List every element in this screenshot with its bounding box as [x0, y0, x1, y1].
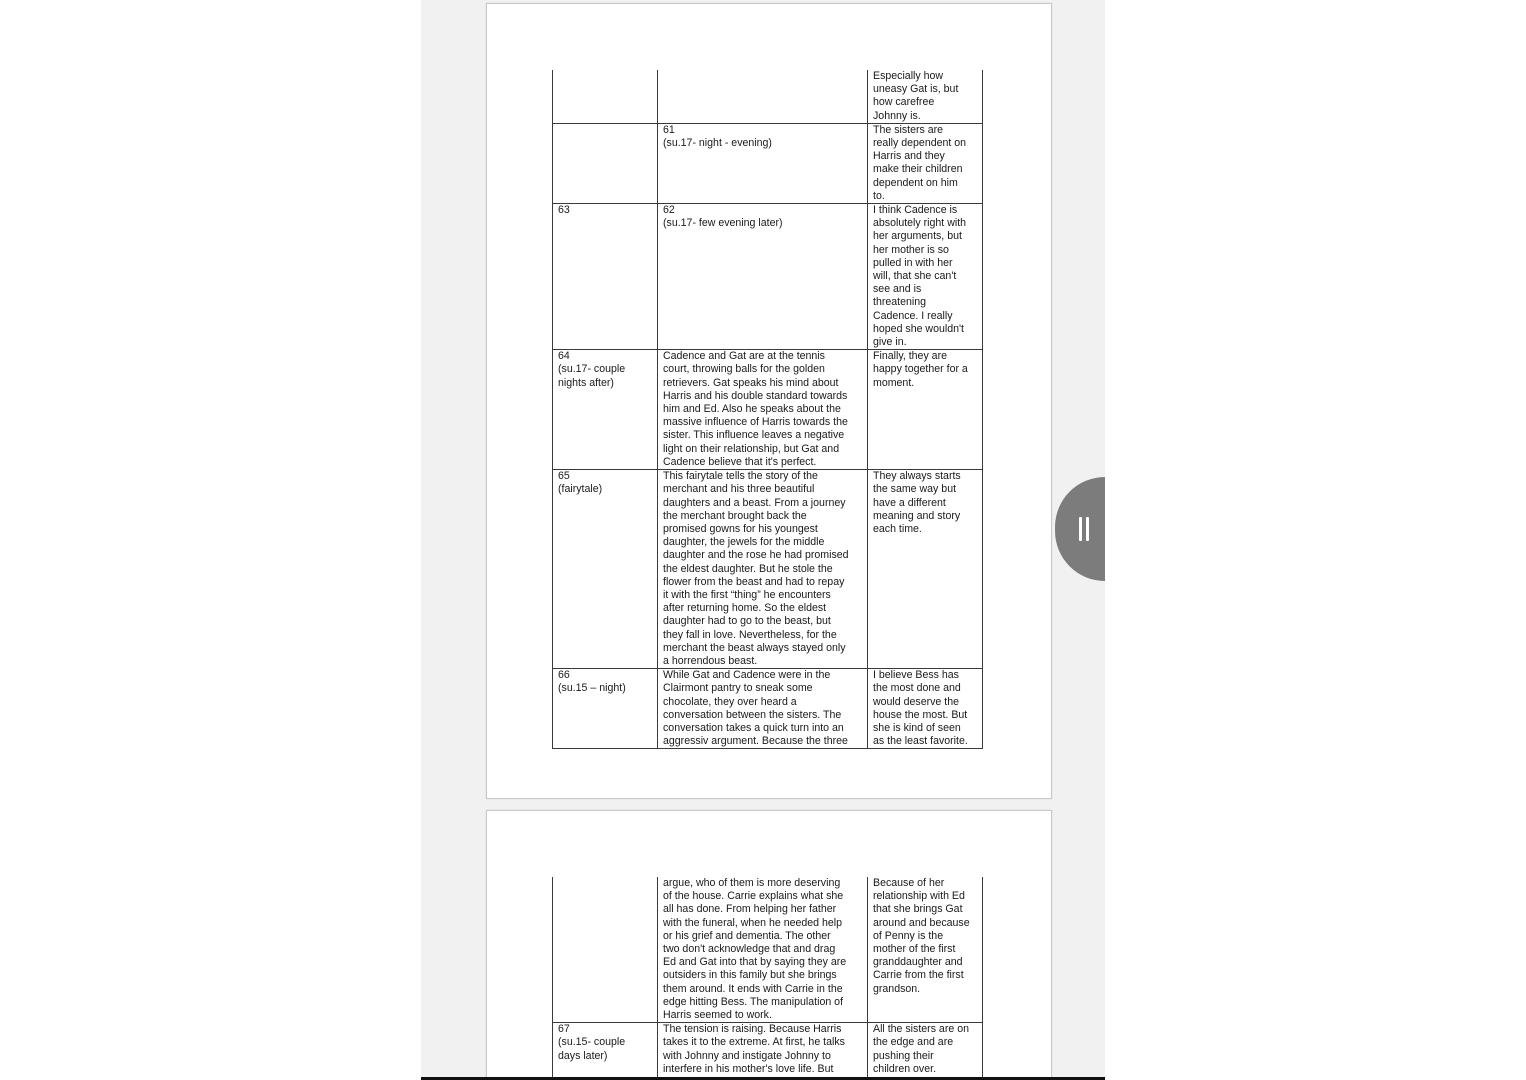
chapter-cell	[553, 877, 658, 1023]
chapter-cell: 63	[553, 204, 658, 350]
summary-cell: The tension is raising. Because Harris takes it to the extreme. At first, he talks with Johnny and instigate Johnny to interfere in his mother's love life. But	[658, 1023, 868, 1080]
reflection-cell: I think Cadence is absolutely right with her arguments, but her mother is so pulled in with her will, that she can't see and is threatening Cadence. I really hoped she wouldn't give in.	[868, 204, 983, 350]
summary-cell: 62 (su.17- few evening later)	[658, 204, 868, 350]
reading-log-table	[552, 877, 983, 1080]
table-row	[553, 204, 983, 350]
pause-grip-icon	[1079, 517, 1082, 541]
table-row	[553, 669, 983, 749]
chapter-cell: 65 (fairytale)	[553, 470, 658, 669]
table-row	[553, 123, 983, 203]
table-row	[553, 877, 983, 1023]
chapter-cell	[553, 123, 658, 203]
table-row	[553, 470, 983, 669]
summary-cell: argue, who of them is more deserving of the house. Carrie explains what she all has done. From helping her father with the funeral, when he needed help or his grief and dementia. The other two don't acknowledge that and drag Ed and Gat into that by saying they are outsiders in this family but she brings them around. It ends with Carrie in the edge hitting Bess. The manipulation of Harris seemed to work.	[658, 877, 868, 1023]
reflection-cell: I believe Bess has the most done and would deserve the house the most. But she is kind of seen as the least favorite.	[868, 669, 983, 749]
reflection-cell: Especially how uneasy Gat is, but how carefree Johnny is.	[868, 70, 983, 123]
summary-cell: Cadence and Gat are at the tennis court, throwing balls for the golden retrievers. Gat speaks his mind about Harris and his double standard towards him and Ed. Also he speaks about the massive influence of Harris towards the sister. This influence leaves a negative light on their relationship, but Gat and Cadence believe that it's perfect.	[658, 350, 868, 470]
reading-log-table	[552, 70, 983, 749]
chapter-cell	[553, 70, 658, 123]
reflection-cell: Because of her relationship with Ed that she brings Gat around and because of Penny is the mother of the first granddaughter and Carrie from the first grandson.	[868, 877, 983, 1023]
reflection-cell: Finally, they are happy together for a moment.	[868, 350, 983, 470]
document-page-1	[486, 3, 1052, 799]
table-row	[553, 70, 983, 123]
table-row	[553, 350, 983, 470]
summary-cell: This fairytale tells the story of the merchant and his three beautiful daughters and a beast. From a journey the merchant brought back the promised gowns for his youngest daughter, the jewels for the middle daughter and the rose he had promised the eldest daughter. But he stole the flower from the beast and had to repay it with the first “thing” he encounters after returning home. So the eldest daughter had to go to the beast, but they fall in love. Nevertheless, for the merchant the beast always stayed only a horrendous beast.	[658, 470, 868, 669]
chapter-cell: 67 (su.15- couple days later)	[553, 1023, 658, 1080]
document-page-2	[486, 810, 1052, 1080]
reflection-cell: The sisters are really dependent on Harris and they make their children dependent on him to.	[868, 123, 983, 203]
document-viewer[interactable]	[421, 0, 1105, 1080]
chapter-cell: 64 (su.17- couple nights after)	[553, 350, 658, 470]
reflection-cell: They always starts the same way but have a different meaning and story each time.	[868, 470, 983, 669]
pause-grip-icon	[1086, 517, 1089, 541]
summary-cell	[658, 70, 868, 123]
chapter-cell: 66 (su.15 – night)	[553, 669, 658, 749]
table-row	[553, 1023, 983, 1080]
reflection-cell: All the sisters are on the edge and are pushing their children over.	[868, 1023, 983, 1080]
summary-cell: While Gat and Cadence were in the Clairmont pantry to sneak some chocolate, they over heard a conversation between the sisters. The conversation takes a quick turn into an aggressiv argument. Because the three	[658, 669, 868, 749]
summary-cell: 61 (su.17- night - evening)	[658, 123, 868, 203]
